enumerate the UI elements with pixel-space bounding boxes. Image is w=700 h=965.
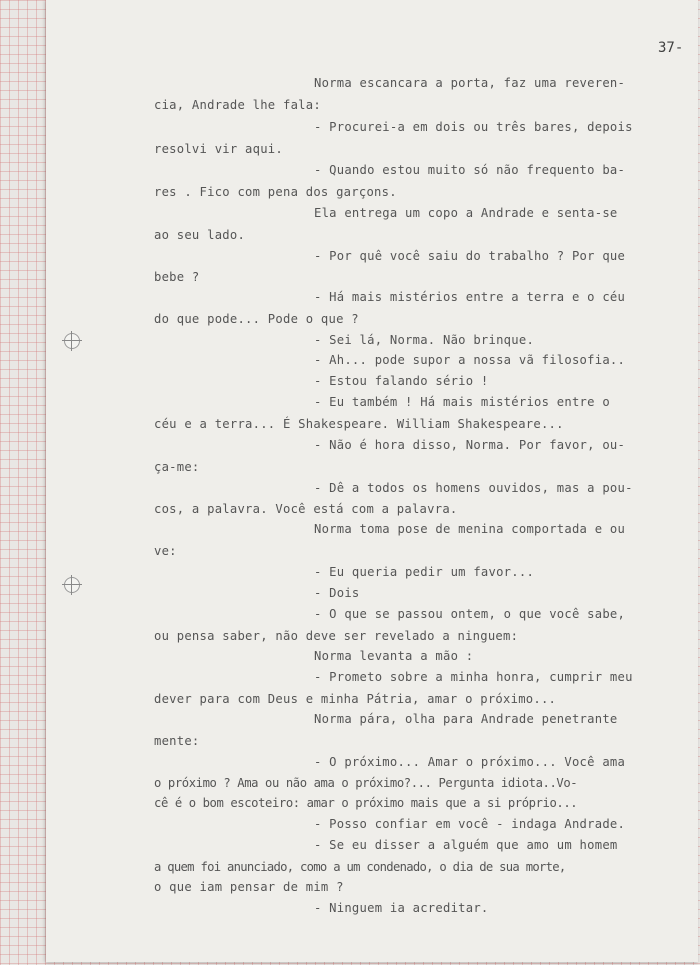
text-line: - Se eu disser a alguém que amo um homem <box>314 838 618 852</box>
text-line: Norma levanta a mão : <box>314 649 474 663</box>
text-line: Norma escancara a porta, faz uma reveren- <box>314 76 626 90</box>
text-line: mente: <box>154 734 200 748</box>
text-line: o próximo ? Ama ou não ama o próximo?... Pergunta idiota..Vo- <box>154 776 578 790</box>
text-line: - Ah... pode supor a nossa vã filosofia.. <box>314 353 626 367</box>
text-line: cê é o bom escoteiro: amar o próximo mais que a si próprio... <box>154 796 578 810</box>
text-line: res . Fico com pena dos garçons. <box>154 185 397 199</box>
text-line: o que iam pensar de mim ? <box>154 880 344 894</box>
text-line: ça-me: <box>154 460 200 474</box>
text-line: bebe ? <box>154 270 200 284</box>
text-line: - Por quê você saiu do trabalho ? Por que <box>314 249 626 263</box>
page-number: 37- <box>658 40 684 56</box>
text-line: - Posso confiar em você - indaga Andrade. <box>314 817 626 831</box>
text-line: do que pode... Pode o que ? <box>154 312 359 326</box>
text-line: - Eu queria pedir um favor... <box>314 565 535 579</box>
text-line: - Dê a todos os homens ouvidos, mas a pou- <box>314 481 633 495</box>
text-line: - Estou falando sério ! <box>314 374 489 388</box>
typewritten-page <box>46 0 698 962</box>
text-line: - O próximo... Amar o próximo... Você ama <box>314 755 626 769</box>
punch-hole-mark-icon <box>64 333 80 349</box>
text-line: Norma pára, olha para Andrade penetrante <box>314 712 618 726</box>
text-line: Ela entrega um copo a Andrade e senta-se <box>314 206 618 220</box>
text-line: - Há mais mistérios entre a terra e o céu <box>314 290 626 304</box>
text-line: ao seu lado. <box>154 228 246 242</box>
text-line: a quem foi anunciado, como a um condenado, o dia de sua morte, <box>154 860 566 874</box>
text-line: - Procurei-a em dois ou três bares, depois <box>314 120 633 134</box>
text-line: Norma toma pose de menina comportada e ou <box>314 522 626 536</box>
text-line: dever para com Deus e minha Pátria, amar o próximo... <box>154 692 557 706</box>
text-line: - Ninguem ia acreditar. <box>314 901 489 915</box>
text-line: - Quando estou muito só não frequento ba- <box>314 163 626 177</box>
text-line: cos, a palavra. Você está com a palavra. <box>154 502 458 516</box>
text-line: - Eu também ! Há mais mistérios entre o <box>314 395 610 409</box>
text-line: cia, Andrade lhe fala: <box>154 98 321 112</box>
punch-hole-mark-icon <box>64 577 80 593</box>
text-line: - O que se passou ontem, o que você sabe, <box>314 607 626 621</box>
text-line: - Não é hora disso, Norma. Por favor, ou- <box>314 438 626 452</box>
text-line: resolvi vir aqui. <box>154 142 283 156</box>
text-line: céu e a terra... É Shakespeare. William Shakespeare... <box>154 417 564 431</box>
text-line: - Sei lá, Norma. Não brinque. <box>314 333 535 347</box>
text-line: - Dois <box>314 586 360 600</box>
text-line: - Prometo sobre a minha honra, cumprir meu <box>314 670 633 684</box>
text-line: ou pensa saber, não deve ser revelado a ninguem: <box>154 629 519 643</box>
text-line: ve: <box>154 544 177 558</box>
